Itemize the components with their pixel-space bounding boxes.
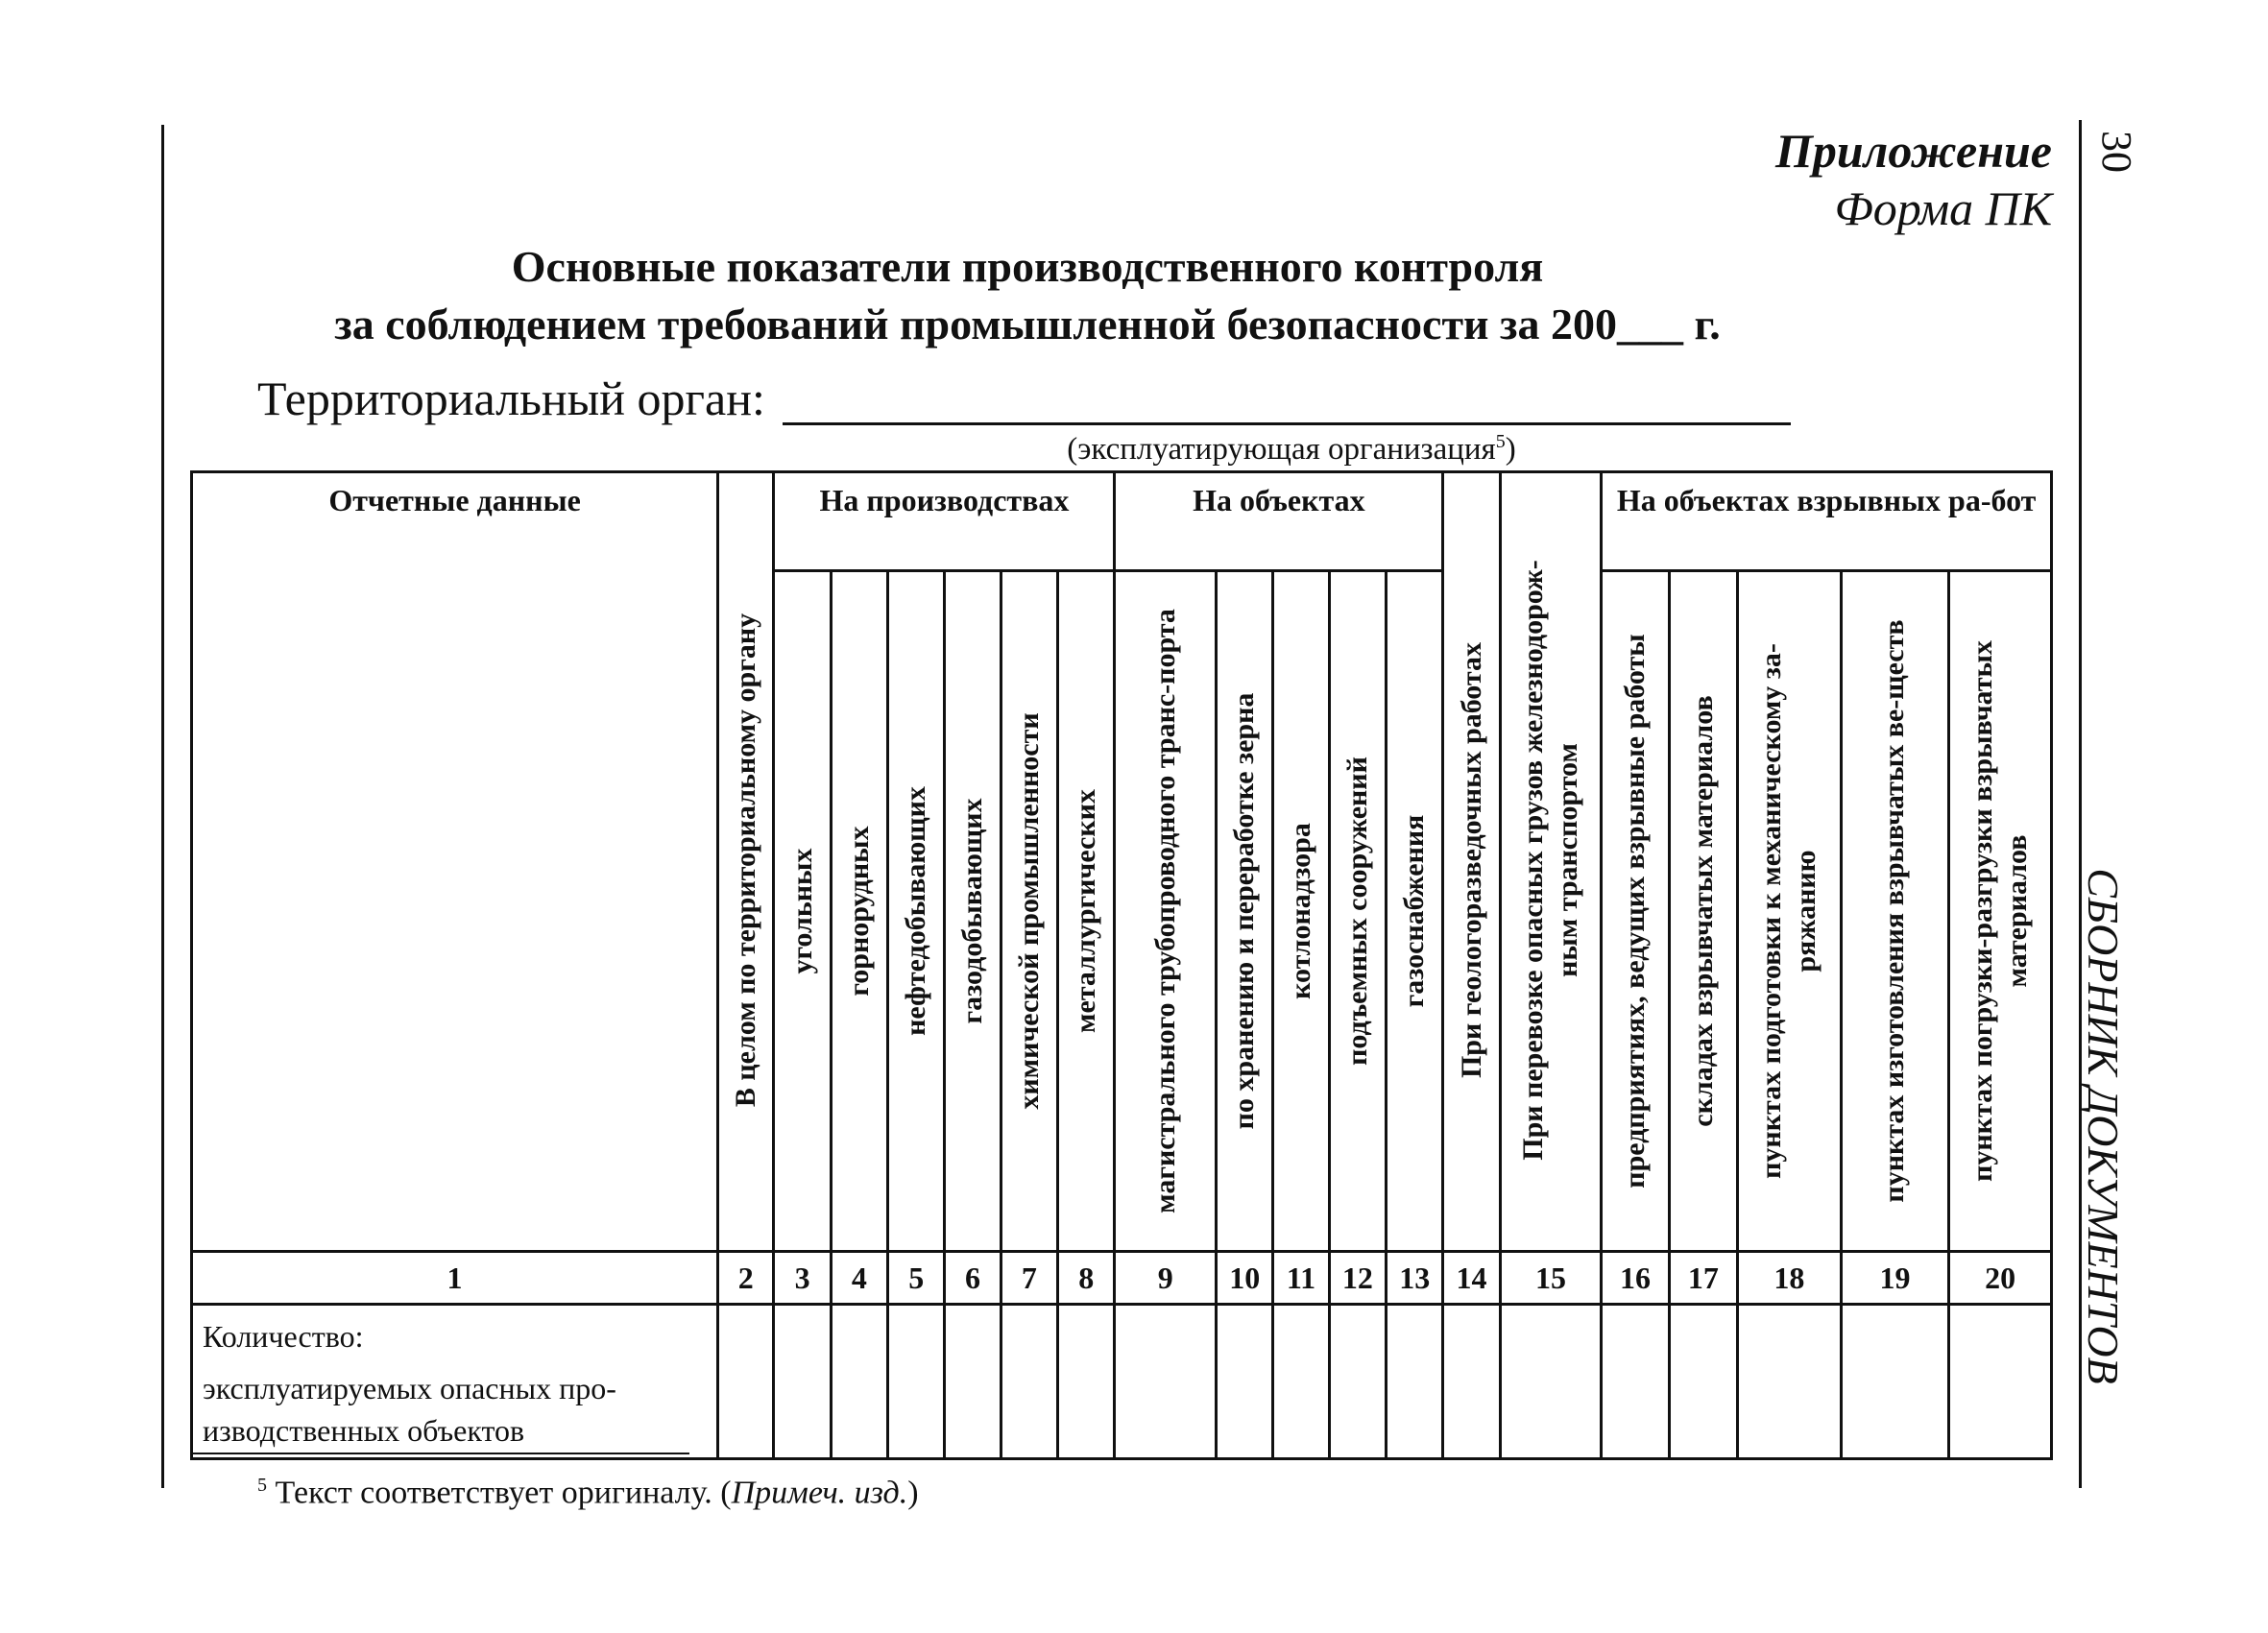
header-col-3 — [774, 571, 831, 1252]
col-number: 6 — [945, 1252, 1001, 1305]
header-col-17-text: складах взрывчатых материалов — [1686, 695, 1719, 1127]
header-col-7 — [1001, 571, 1057, 1252]
org-caption-text: (эксплуатирующая организация — [1067, 432, 1496, 467]
header-col-11 — [1273, 571, 1329, 1252]
row-label-line-2: эксплуатируемых опасных про-изводственных объектов — [203, 1371, 616, 1448]
header-col-14-text: При геологоразведочных работах — [1455, 641, 1487, 1079]
header-group-objects: На объектах — [1115, 472, 1443, 571]
header-col-19 — [1841, 571, 1949, 1252]
footnote-end: ) — [907, 1475, 919, 1511]
header-col-19-text: пунктах изготовления взрывчатых ве-ществ — [1878, 619, 1911, 1203]
col-number: 7 — [1001, 1252, 1057, 1305]
header-col-13-text: газоснабжения — [1398, 814, 1431, 1008]
col-number: 15 — [1500, 1252, 1602, 1305]
org-caption-sup: 5 — [1495, 431, 1506, 452]
header-col-15 — [1500, 472, 1602, 1252]
col-number: 4 — [831, 1252, 887, 1305]
data-cell — [1669, 1305, 1737, 1459]
col-number: 16 — [1602, 1252, 1669, 1305]
title-line-2: за соблюдением требований промышленной безопасности за 200___ г. — [334, 300, 1721, 348]
header-col-16 — [1602, 571, 1669, 1252]
header-col-17 — [1669, 571, 1737, 1252]
data-cell — [1949, 1305, 2052, 1459]
header-col-4-text: горнорудных — [842, 826, 875, 997]
header-col-8 — [1058, 571, 1115, 1252]
data-cell — [888, 1305, 945, 1459]
data-cell — [1738, 1305, 1842, 1459]
data-cell — [1058, 1305, 1115, 1459]
col-number: 2 — [718, 1252, 774, 1305]
data-row — [192, 1305, 2052, 1459]
data-cell — [774, 1305, 831, 1459]
header-col-8-text: металлургических — [1070, 789, 1102, 1033]
header-col-6 — [945, 571, 1001, 1252]
data-cell — [1115, 1305, 1217, 1459]
col-number: 1 — [192, 1252, 718, 1305]
header-group-production: На производствах — [774, 472, 1115, 571]
header-col-6-text: газодобывающих — [956, 798, 989, 1024]
indicators-table — [190, 470, 2053, 1460]
data-cell — [945, 1305, 1001, 1459]
header-col-7-text: химической промышленности — [1012, 712, 1045, 1110]
org-caption — [1042, 420, 1541, 470]
left-margin-rule — [161, 125, 164, 1488]
page-number: 30 — [2093, 131, 2140, 173]
col-number: 20 — [1949, 1252, 2052, 1305]
footnote-text: Текст соответствует оригиналу. ( — [267, 1475, 732, 1511]
footnote-rule — [190, 1453, 689, 1454]
header-col-14 — [1443, 472, 1500, 1252]
header-col-13 — [1387, 571, 1443, 1252]
col-number: 12 — [1329, 1252, 1386, 1305]
column-number-row — [192, 1252, 2052, 1305]
data-cell — [1273, 1305, 1329, 1459]
title-line-1: Основные показатели производственного контроля — [511, 242, 1544, 291]
header-col-2-text: В целом по территориальному органу — [729, 612, 761, 1108]
data-cell — [1841, 1305, 1949, 1459]
header-col-12-text: подъемных сооружений — [1340, 756, 1373, 1066]
row-label — [192, 1305, 718, 1459]
header-col-11-text: котлонадзора — [1285, 823, 1317, 999]
data-cell — [1001, 1305, 1057, 1459]
col-number: 13 — [1387, 1252, 1443, 1305]
col-number: 9 — [1115, 1252, 1217, 1305]
footnote-italic: Примеч. изд. — [731, 1475, 908, 1511]
footnote — [257, 1463, 919, 1515]
data-cell — [718, 1305, 774, 1459]
header-col-3-text: угольных — [785, 848, 818, 974]
form-name: Форма ПК — [1834, 181, 2052, 235]
header-col-9 — [1115, 571, 1217, 1252]
data-cell — [1217, 1305, 1273, 1459]
header-col-16-text: предприятиях, ведущих взрывные работы — [1618, 634, 1651, 1189]
header-col-20-text: пунктах погрузки-разгрузки взрывчатых материалов — [1966, 640, 2034, 1182]
col-number: 19 — [1841, 1252, 1949, 1305]
row-label-line-1: Количество: — [203, 1319, 364, 1354]
header-col-15-text: При перевозке опасных грузов железнодорож-ным транспортом — [1516, 560, 1583, 1161]
header-col-10 — [1217, 571, 1273, 1252]
col-number: 5 — [888, 1252, 945, 1305]
header-col-18-text: пунктах подготовки к механическому за-ряжанию — [1755, 643, 1822, 1179]
appendix-label: Приложение — [1774, 124, 2052, 178]
header-col-5 — [888, 571, 945, 1252]
data-cell — [1443, 1305, 1500, 1459]
territorial-label: Территориальный орган: — [257, 372, 765, 425]
header-col-12 — [1329, 571, 1386, 1252]
col-number: 17 — [1669, 1252, 1737, 1305]
header-col-18 — [1738, 571, 1842, 1252]
header-col-4 — [831, 571, 887, 1252]
header-col-9-text: магистрального трубопроводного транс-порта — [1148, 609, 1181, 1213]
footnote-marker: 5 — [257, 1475, 267, 1496]
data-cell — [1602, 1305, 1669, 1459]
col-number: 18 — [1738, 1252, 1842, 1305]
header-reporting-data: Отчетные данные — [192, 472, 718, 1252]
org-caption-end: ) — [1505, 432, 1516, 467]
col-number: 8 — [1058, 1252, 1115, 1305]
sidebar-collection-title: СБОРНИК ДОКУМЕНТОВ — [2079, 868, 2128, 1384]
header-row-1 — [192, 472, 2052, 571]
data-cell — [1387, 1305, 1443, 1459]
data-cell — [831, 1305, 887, 1459]
col-number: 10 — [1217, 1252, 1273, 1305]
header-group-blasting: На объектах взрывных ра-бот — [1602, 472, 2052, 571]
col-number: 14 — [1443, 1252, 1500, 1305]
data-cell — [1500, 1305, 1602, 1459]
header-col-10-text: по хранению и переработке зерна — [1228, 692, 1261, 1130]
data-cell — [1329, 1305, 1386, 1459]
col-number: 11 — [1273, 1252, 1329, 1305]
header-col-2 — [718, 472, 774, 1252]
col-number: 3 — [774, 1252, 831, 1305]
header-col-5-text: нефтедобывающих — [900, 786, 932, 1036]
header-col-20 — [1949, 571, 2052, 1252]
